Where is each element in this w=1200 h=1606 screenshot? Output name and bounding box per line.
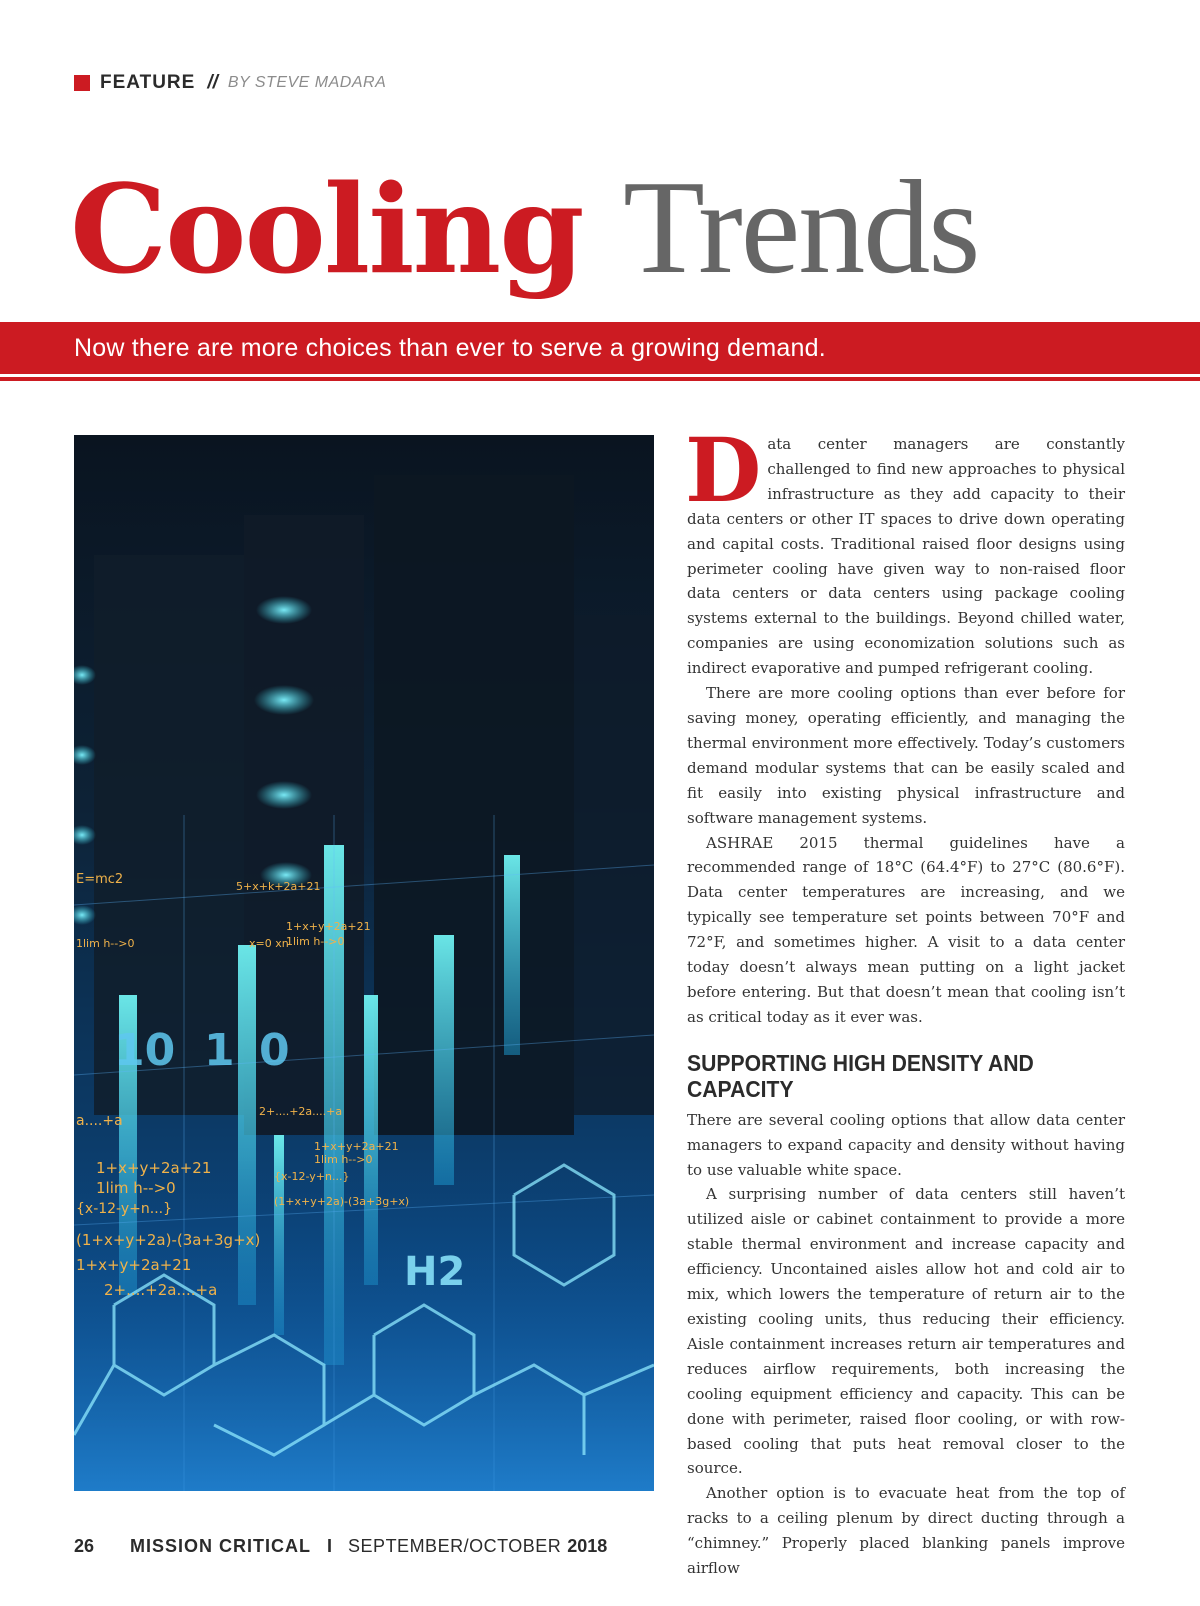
data-center-illustration xyxy=(74,435,654,1491)
article-paragraph: There are several cooling options that allow data center managers to expand capacity and density without having to use valuable white space. xyxy=(687,1110,1125,1179)
svg-text:1lim h-->0: 1lim h-->0 xyxy=(96,1179,176,1197)
footer-separator: I xyxy=(327,1536,333,1556)
svg-text:E=mc2: E=mc2 xyxy=(76,872,124,887)
svg-text:1+x+y+2a+21: 1+x+y+2a+21 xyxy=(96,1159,212,1177)
section-label: FEATURE xyxy=(100,72,196,93)
issue-date: SEPTEMBER/OCTOBER xyxy=(348,1536,562,1556)
magazine-name: MISSION CRITICAL xyxy=(130,1536,312,1556)
svg-text:5+x+k+2a+21: 5+x+k+2a+21 xyxy=(236,880,321,893)
article-paragraph xyxy=(685,418,1125,681)
kicker xyxy=(74,72,386,94)
section-subhead: SUPPORTING HIGH DENSITY AND CAPACITY xyxy=(687,1049,1034,1102)
page-number: 26 xyxy=(74,1536,95,1556)
article-paragraph: A surprising number of data centers still haven’t utilized aisle or cabinet containment to provide a more stable thermal environment and increase capacity and efficiency. Uncontained aisles allow hot and cold air to mix, which lowers the temperature of return air to the existing cooling units, thus reducing their efficiency. Aisle containment increases return air temperatures and reduces airflow requirements, both increasing the cooling equipment efficiency and capacity. This can be done with perimeter, raised floor cooling, or with row-based cooling that puts heat removal closer to the source. xyxy=(687,1185,1125,1478)
server-rack-right xyxy=(374,475,574,1135)
svg-text:1+x+y+2a+21: 1+x+y+2a+21 xyxy=(314,1140,399,1153)
deck-text: Now there are more choices than ever to serve a growing demand. xyxy=(74,334,826,362)
svg-text:(1+x+y+2a)-(3a+3g+x): (1+x+y+2a)-(3a+3g+x) xyxy=(76,1231,261,1249)
kicker-separator: // xyxy=(207,72,218,93)
deck-bar xyxy=(0,322,1200,374)
svg-text:(1+x+y+2a)-(3a+3g+x): (1+x+y+2a)-(3a+3g+x) xyxy=(274,1195,410,1208)
svg-text:2+....+2a....+a: 2+....+2a....+a xyxy=(259,1105,343,1118)
svg-text:1lim h-->0: 1lim h-->0 xyxy=(76,937,135,950)
svg-text:0: 0 xyxy=(259,1025,290,1076)
article-paragraph: There are more cooling options than ever before for saving money, operating efficiently, and managing the thermal environment more effectively. Today’s customers demand modular systems that can be easily scaled and fit easily into existing physical infrastructure and software management systems. xyxy=(687,684,1125,827)
page-footer xyxy=(74,1536,607,1560)
svg-text:1lim h-->0: 1lim h-->0 xyxy=(286,935,345,948)
svg-text:{x-12-y+n...}: {x-12-y+n...} xyxy=(76,1201,173,1217)
drop-cap: D xyxy=(685,418,762,522)
article-body xyxy=(685,418,1125,1581)
feature-photo xyxy=(74,435,654,1491)
author-byline: BY STEVE MADARA xyxy=(227,74,387,91)
headline-word-trends: Trends xyxy=(623,153,979,301)
svg-text:1+x+y+2a+21: 1+x+y+2a+21 xyxy=(76,1256,192,1274)
svg-text:a....+a: a....+a xyxy=(76,1113,123,1129)
svg-text:1+x+y+2a+21: 1+x+y+2a+21 xyxy=(286,920,371,933)
deck-rule xyxy=(0,377,1200,381)
article-paragraph: Another option is to evacuate heat from the top of racks to a ceiling plenum by direct ducting through a “chimney.” Properly placed blanking panels improve airflow xyxy=(687,1484,1125,1578)
issue-year: 2018 xyxy=(567,1536,608,1556)
svg-text:{x-12-y+n...}: {x-12-y+n...} xyxy=(274,1170,350,1183)
headline-word-cooling: Cooling xyxy=(70,157,583,301)
section-marker-square xyxy=(74,75,90,91)
paragraph-text: ata center managers are constantly challenged to find new approaches to physical infrastructure as they add capacity to their data centers or other IT spaces to drive down operating and capital costs. Traditional raised floor designs using perimeter cooling have given way to non-raised floor data centers or data centers using package cooling systems external to the buildings. Beyond chilled water, companies are using economization solutions such as indirect evaporative and pumped refrigerant cooling. xyxy=(687,435,1125,678)
svg-text:1: 1 xyxy=(204,1025,235,1076)
article-headline xyxy=(70,153,979,301)
svg-text:x=0 xn: x=0 xn xyxy=(249,937,289,950)
svg-text:H2: H2 xyxy=(404,1249,466,1295)
svg-text:2+....+2a....+a: 2+....+2a....+a xyxy=(104,1281,218,1299)
svg-text:1lim h-->0: 1lim h-->0 xyxy=(314,1153,373,1166)
article-paragraph: ASHRAE 2015 thermal guidelines have a recommended range of 18°C (64.4°F) to 27°C (80.6°F). Data center temperatures are increasing, and we typically see temperature set points between 70°F and 72°F, and sometimes higher. A visit to a data center today doesn’t always mean putting on a light jacket before entering. But that doesn’t mean that cooling isn’t as critical today as it ever was. xyxy=(687,833,1125,1026)
svg-text:10: 10 xyxy=(114,1025,176,1076)
